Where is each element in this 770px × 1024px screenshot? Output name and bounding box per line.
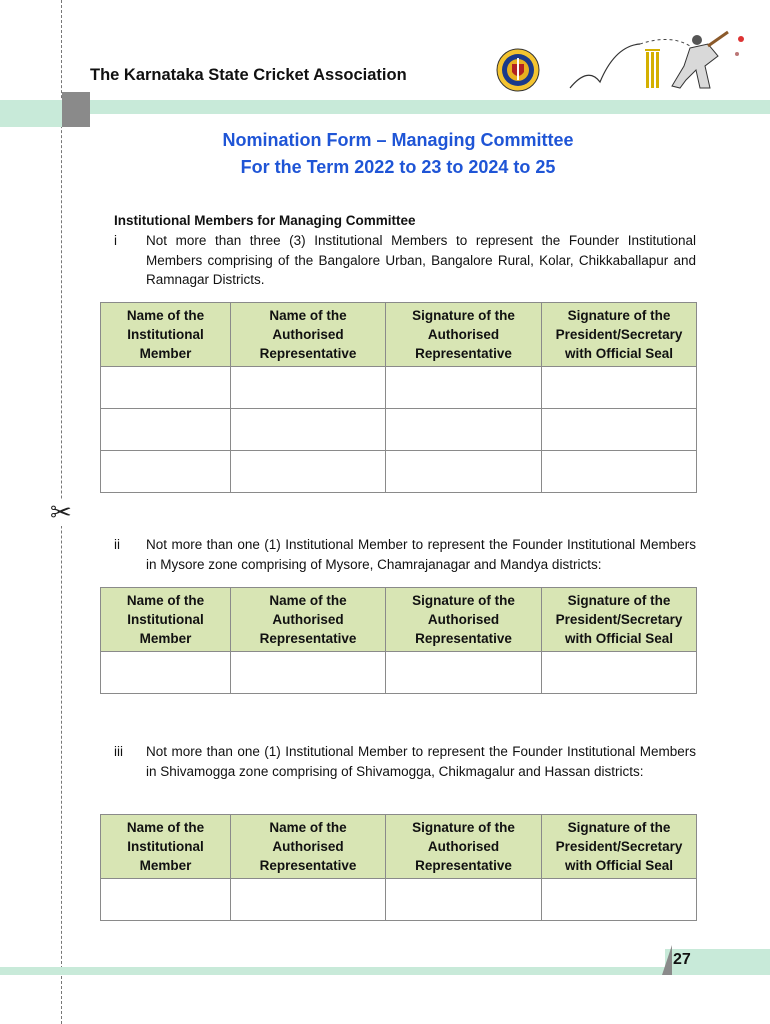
cell-president-signature[interactable] bbox=[542, 409, 697, 451]
clause-text: Not more than three (3) Institutional Members to represent the Founder Institutional Members comprising of the Bangalore Urban, Bangalore Rural, Kolar, Chikkaballapur and Ramnagar Districts. bbox=[146, 233, 696, 287]
cell-president-signature[interactable] bbox=[542, 879, 697, 921]
form-term: For the Term 2022 to 23 to 2024 to 25 bbox=[240, 157, 556, 177]
col-institution-name: Name of the Institutional Member bbox=[101, 815, 231, 879]
cell-institution-name[interactable] bbox=[101, 879, 231, 921]
clause-text: Not more than one (1) Institutional Member to represent the Founder Institutional Members in Shivamogga zone comprising of Shivamogga, Chikmagalur and Hassan districts: bbox=[146, 744, 696, 779]
scissors-icon: ✂ bbox=[50, 498, 72, 528]
col-representative-signature: Signature of the Authorised Representative bbox=[386, 815, 542, 879]
clause-iii bbox=[114, 742, 696, 781]
table-header-row bbox=[101, 588, 697, 652]
cell-institution-name[interactable] bbox=[101, 367, 231, 409]
nomination-table-iii bbox=[100, 814, 697, 921]
table-row bbox=[101, 367, 697, 409]
col-institution-name: Name of the Institutional Member bbox=[101, 588, 231, 652]
header-band bbox=[0, 92, 770, 127]
footer-band bbox=[0, 945, 770, 985]
col-representative-signature: Signature of the Authorised Representative bbox=[386, 588, 542, 652]
cell-representative-name[interactable] bbox=[231, 409, 386, 451]
form-title: Nomination Form – Managing Committee bbox=[222, 130, 574, 150]
clause-i bbox=[114, 231, 696, 290]
cell-representative-name[interactable] bbox=[231, 451, 386, 493]
organization-name: The Karnataka State Cricket Association bbox=[90, 66, 407, 84]
cell-institution-name[interactable] bbox=[101, 451, 231, 493]
cell-president-signature[interactable] bbox=[542, 367, 697, 409]
cell-representative-name[interactable] bbox=[231, 367, 386, 409]
clause-number: i bbox=[114, 233, 117, 248]
nomination-table-i bbox=[100, 302, 697, 493]
table-row bbox=[101, 652, 697, 694]
nomination-table-ii bbox=[100, 587, 697, 694]
col-president-signature: Signature of the President/Secretary with Official Seal bbox=[542, 303, 697, 367]
col-representative-name: Name of the Authorised Representative bbox=[231, 588, 386, 652]
table-header-row bbox=[101, 303, 697, 367]
clause-ii bbox=[114, 535, 696, 574]
col-president-signature: Signature of the President/Secretary with Official Seal bbox=[542, 588, 697, 652]
clause-number: iii bbox=[114, 744, 123, 759]
table-header-row bbox=[101, 815, 697, 879]
cell-representative-name[interactable] bbox=[231, 652, 386, 694]
col-representative-name: Name of the Authorised Representative bbox=[231, 815, 386, 879]
cell-institution-name[interactable] bbox=[101, 652, 231, 694]
section-heading: Institutional Members for Managing Committee bbox=[114, 213, 416, 228]
col-representative-name: Name of the Authorised Representative bbox=[231, 303, 386, 367]
table-row bbox=[101, 409, 697, 451]
cell-president-signature[interactable] bbox=[542, 451, 697, 493]
cell-representative-signature[interactable] bbox=[386, 652, 542, 694]
cell-representative-signature[interactable] bbox=[386, 879, 542, 921]
clause-text: Not more than one (1) Institutional Member to represent the Founder Institutional Members in Mysore zone comprising of Mysore, Chamrajanagar and Mandya districts: bbox=[146, 537, 696, 572]
cell-representative-signature[interactable] bbox=[386, 367, 542, 409]
cell-representative-signature[interactable] bbox=[386, 409, 542, 451]
cell-representative-signature[interactable] bbox=[386, 451, 542, 493]
cricket-batsman-icon bbox=[540, 26, 750, 96]
ksca-logo-icon bbox=[496, 48, 540, 92]
table-row bbox=[101, 879, 697, 921]
page-number: 27 bbox=[673, 951, 691, 968]
cell-institution-name[interactable] bbox=[101, 409, 231, 451]
col-representative-signature: Signature of the Authorised Representative bbox=[386, 303, 542, 367]
cell-president-signature[interactable] bbox=[542, 652, 697, 694]
table-row bbox=[101, 451, 697, 493]
col-institution-name: Name of the Institutional Member bbox=[101, 303, 231, 367]
col-president-signature: Signature of the President/Secretary with Official Seal bbox=[542, 815, 697, 879]
clause-number: ii bbox=[114, 537, 120, 552]
cell-representative-name[interactable] bbox=[231, 879, 386, 921]
